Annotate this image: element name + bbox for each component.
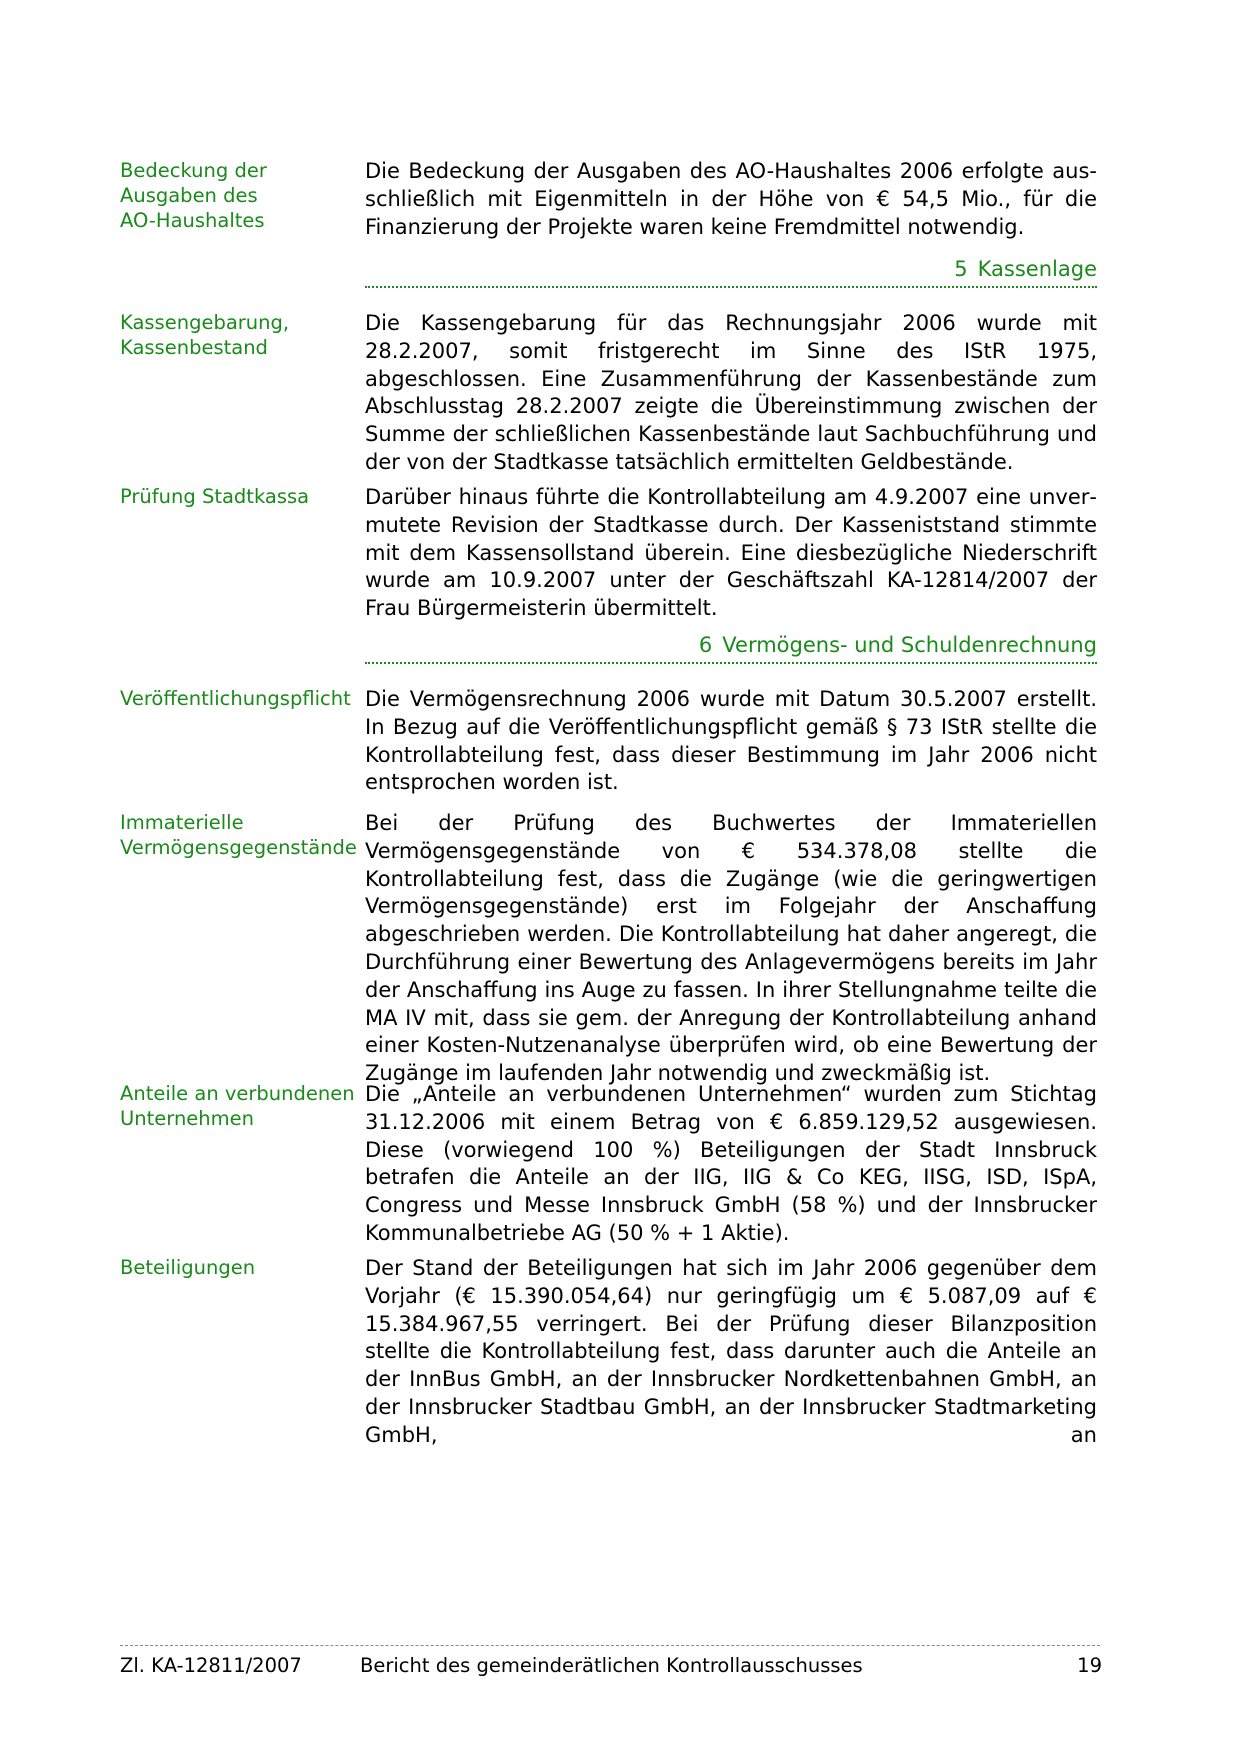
- heading-title: Vermögens- und Schuldenrechnung: [722, 633, 1097, 657]
- heading-title: Kassenlage: [977, 257, 1097, 281]
- footer-divider: [120, 1645, 1100, 1646]
- paragraph-immaterielle: Bei der Prüfung des Buchwertes der Immateriellen Vermögensgegenstände von € 534.378,08 stellte die Kontrollabteilung fest, dass die Zugänge (wie die geringwertigen Vermögensgegenstände) erst im Folgejahr der Anschaffung abgeschrieben werden. Die Kontrollabteilung hat daher angeregt, die Durchführung einer Bewertung des Anlagevermögens bereits im Jahr der Anschaffung ins Auge zu fassen. In ihrer Stellungnahme teilte die MA IV mit, dass sie gem. der Anregung der Kontrollabteilung anhand einer Kosten-Nutzenanalyse überprüfen wird, ob eine Bewertung der Zugänge im laufenden Jahr notwendig und zweckmäßig ist.: [365, 811, 1097, 1086]
- section-heading-vermoegensrechnung: [365, 631, 1097, 659]
- page-number: 19: [1077, 1654, 1102, 1677]
- heading-number: 6: [698, 633, 713, 657]
- margin-note-anteile: Anteile an verbundenen Unternehmen: [120, 1082, 355, 1130]
- paragraph-bedeckung: Die Bedeckung der Ausgaben des AO-Haushaltes 2006 erfolgte ausschließlich mit Eigenmitteln in der Höhe von € 54,5 Mio., für die Finanzierung der Projekte waren keine Fremdmittel notwendig.: [365, 159, 1097, 239]
- section-heading-kassenlage: [365, 255, 1097, 283]
- margin-note-kassengebarung: Kassengebarung, Kassenbestand: [120, 311, 290, 359]
- margin-note-beteiligungen: Beteiligungen: [120, 1256, 256, 1279]
- margin-note-veroeffentlichungspflicht: Veröffentlichungspflicht: [120, 687, 351, 710]
- paragraph-pruefung-stadtkassa: Darüber hinaus führte die Kontrollabteilung am 4.9.2007 eine unvermutete Revision der Stadtkasse durch. Der Kasseniststand stimmte mit dem Kassensollstand überein. Eine diesbezügliche Niederschrift wurde am 10.9.2007 unter der Geschäftszahl KA-12814/2007 der Frau Bürgermeisterin übermittelt.: [365, 485, 1097, 621]
- margin-note-pruefung-stadtkassa: Prüfung Stadtkassa: [120, 485, 310, 508]
- paragraph-anteile: Die „Anteile an verbundenen Unternehmen“ wurden zum Stichtag 31.12.2006 mit einem Betrag von € 6.859.129,52 ausgewiesen. Diese (vorwiegend 100 %) Beteiligungen der Stadt Innsbruck betrafen die Anteile an der IIG, IIG & Co KEG, IISG, ISD, ISpA, Congress und Messe Innsbruck GmbH (58 %) und der Innsbrucker Kommunalbetriebe AG (50 % + 1 Aktie).: [365, 1082, 1097, 1245]
- margin-note-bedeckung: Bedeckung der Ausgaben des AO-Haushaltes: [120, 159, 267, 232]
- heading-number: 5: [954, 257, 968, 281]
- footer-reference: Zl. KA-12811/2007: [120, 1654, 302, 1677]
- paragraph-veroeffentlichungspflicht: Die Vermögensrechnung 2006 wurde mit Datum 30.5.2007 erstellt. In Bezug auf die Veröffentlichungspflicht gemäß § 73 IStR stellte die Kontrollabteilung fest, dass dieser Bestimmung im Jahr 2006 nicht entsprochen worden ist.: [365, 687, 1097, 795]
- paragraph-kassengebarung: Die Kassengebarung für das Rechnungsjahr 2006 wurde mit 28.2.2007, somit fristgerecht im Sinne des IStR 1975, abgeschlossen. Eine Zusammenführung der Kassenbestände zum Abschlusstag 28.2.2007 zeigte die Übereinstimmung zwischen der Summe der schließlichen Kassenbestände laut Sachbuchführung und der von der Stadtkasse tatsächlich ermittelten Geldbestände.: [365, 311, 1097, 474]
- footer-title: Bericht des gemeinderätlichen Kontrollausschusses: [360, 1654, 863, 1677]
- margin-note-immaterielle: Immaterielle Vermögensgegenstände: [120, 811, 357, 859]
- heading-rule: [365, 662, 1097, 664]
- heading-rule: [365, 286, 1097, 288]
- paragraph-beteiligungen: Der Stand der Beteiligungen hat sich im Jahr 2006 gegenüber dem Vorjahr (€ 15.390.054,64) nur geringfügig um € 5.087,09 auf € 15.384.967,55 verringert. Bei der Prüfung dieser Bilanzposition stellte die Kontrollabteilung fest, dass darunter auch die Anteile an der InnBus GmbH, an der Innsbrucker Nordkettenbahnen GmbH, an der Innsbrucker Stadtbau GmbH, an der Innsbrucker Stadtmarketing GmbH, an: [365, 1256, 1097, 1447]
